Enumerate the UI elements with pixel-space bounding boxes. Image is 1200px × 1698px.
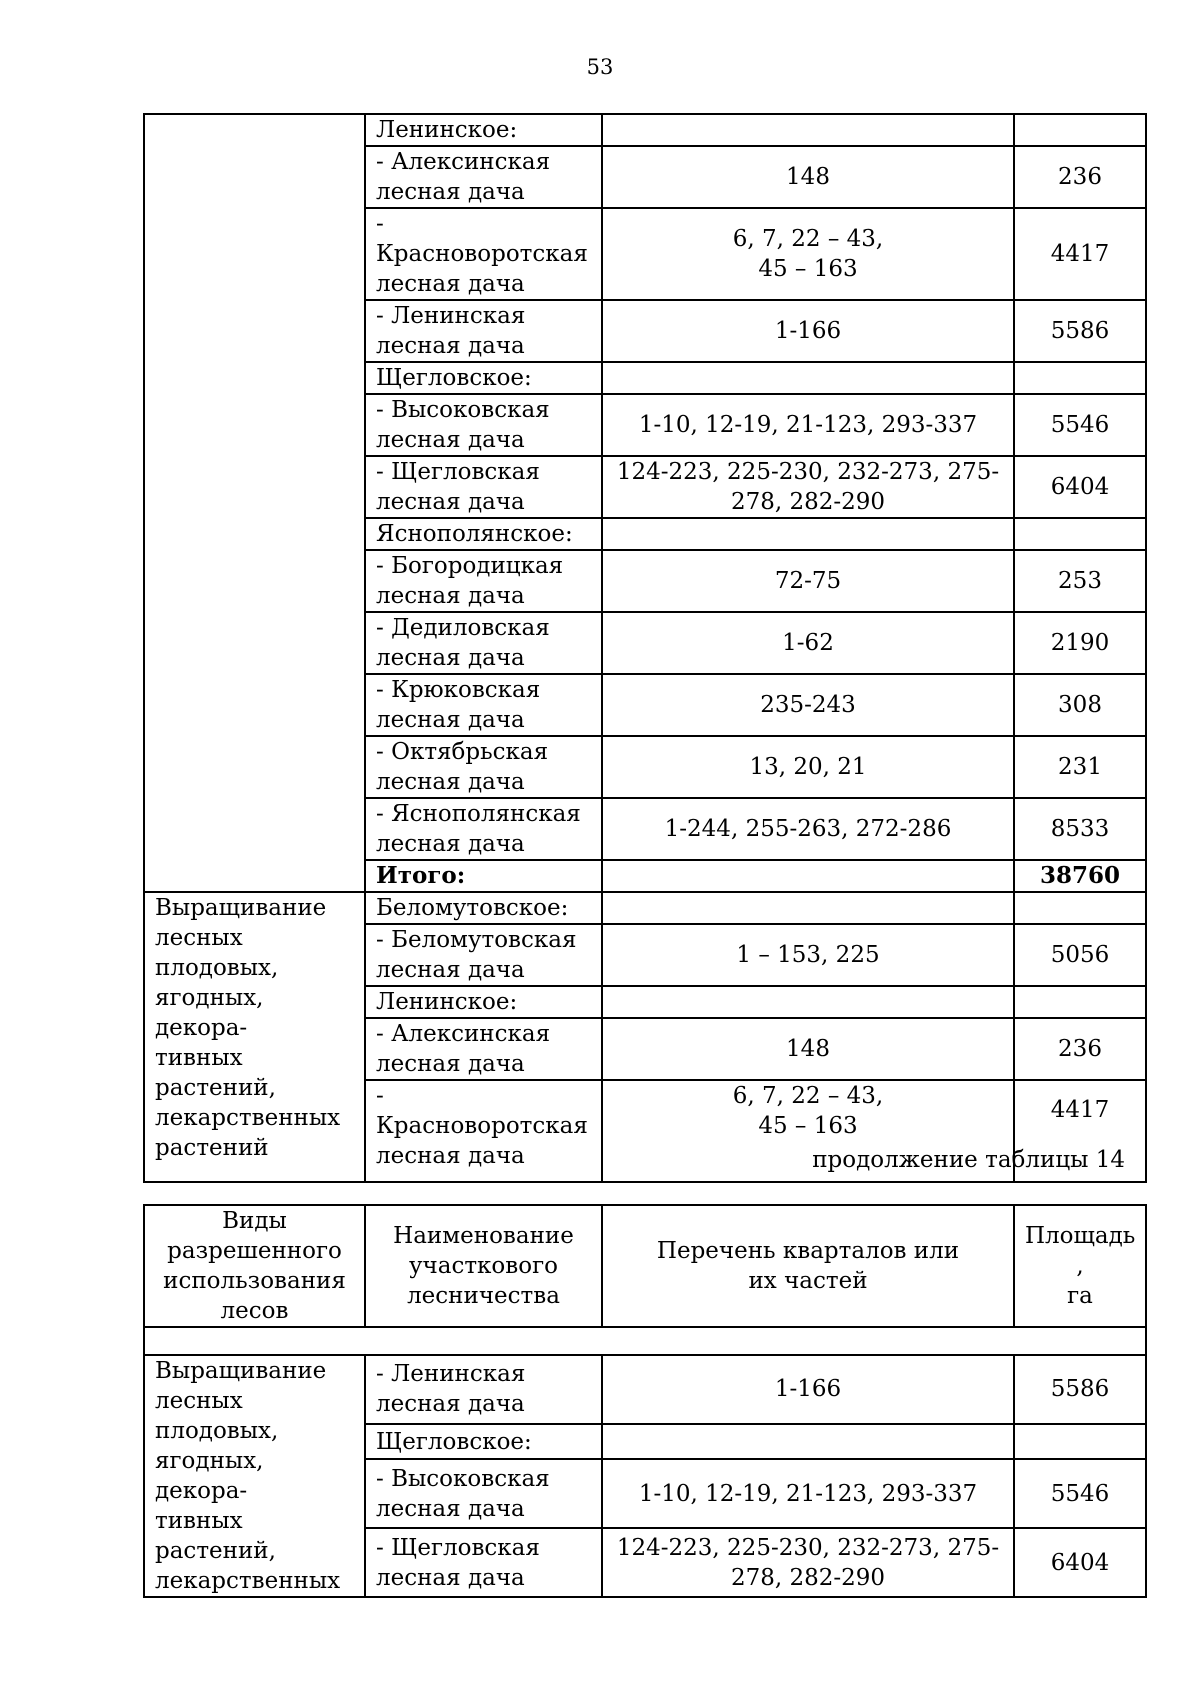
area-cell: [1014, 986, 1146, 1018]
forestry-name-cell: Щегловское:: [365, 362, 602, 394]
quarters-cell: [602, 362, 1014, 394]
quarters-cell: [602, 518, 1014, 550]
forestry-name-cell: Ленинское:: [365, 986, 602, 1018]
quarters-cell: [602, 892, 1014, 924]
quarters-cell: 6, 7, 22 – 43, 45 – 163: [602, 1080, 1014, 1182]
table-row: [144, 114, 1146, 146]
quarters-cell: 1-166: [602, 300, 1014, 362]
forestry-name-cell: - Щегловская лесная дача: [365, 1528, 602, 1597]
table-spacer-row: [144, 1327, 1146, 1355]
area-cell: 253: [1014, 550, 1146, 612]
area-cell: 4417: [1014, 208, 1146, 300]
total-area: 38760: [1014, 860, 1146, 892]
forestry-name-cell: Щегловское:: [365, 1424, 602, 1460]
area-cell: 5586: [1014, 300, 1146, 362]
header-use-type: Виды разрешенного использования лесов: [144, 1205, 365, 1327]
quarters-cell: 72-75: [602, 550, 1014, 612]
quarters-cell: 235-243: [602, 674, 1014, 736]
area-cell: 236: [1014, 1018, 1146, 1080]
quarters-cell: 1 – 153, 225: [602, 924, 1014, 986]
header-quarters: Перечень кварталов или их частей: [602, 1205, 1014, 1327]
area-cell: 231: [1014, 736, 1146, 798]
forestry-name-cell: - Богородицкая лесная дача: [365, 550, 602, 612]
use-type-cell: [144, 114, 365, 892]
area-cell: 5546: [1014, 394, 1146, 456]
use-type-cell: Выращивание лесных плодовых, ягодных, декора- тивных растений, лекарственных растений: [144, 892, 365, 1182]
area-cell: 2190: [1014, 612, 1146, 674]
forestry-name-cell: - Алексинская лесная дача: [365, 146, 602, 208]
forestry-name-cell: - Высоковская лесная дача: [365, 394, 602, 456]
forestry-name-cell: Ленинское:: [365, 114, 602, 146]
quarters-cell: 6, 7, 22 – 43, 45 – 163: [602, 208, 1014, 300]
area-cell: 5056: [1014, 924, 1146, 986]
quarters-cell: 124-223, 225-230, 232-273, 275- 278, 282-290: [602, 456, 1014, 518]
forest-table-part: [143, 113, 1147, 1183]
area-cell: [1014, 114, 1146, 146]
quarters-cell: [602, 1424, 1014, 1460]
forestry-name-cell: - Ленинская лесная дача: [365, 300, 602, 362]
area-cell: 8533: [1014, 798, 1146, 860]
header-forestry-name: Наименование участкового лесничества: [365, 1205, 602, 1327]
area-cell: 6404: [1014, 456, 1146, 518]
forestry-name-cell: Беломутовское:: [365, 892, 602, 924]
quarters-cell: 13, 20, 21: [602, 736, 1014, 798]
area-cell: [1014, 892, 1146, 924]
area-cell: 308: [1014, 674, 1146, 736]
quarters-cell: 1-166: [602, 1355, 1014, 1424]
quarters-cell: [602, 986, 1014, 1018]
area-cell: [1014, 362, 1146, 394]
forestry-name-cell: - Красноворотская лесная дача: [365, 1080, 602, 1182]
forestry-name-cell: - Октябрьская лесная дача: [365, 736, 602, 798]
area-cell: [1014, 1424, 1146, 1460]
area-cell: 5586: [1014, 1355, 1146, 1424]
continuation-label: продолжение таблицы 14: [812, 1147, 1125, 1173]
area-cell: 6404: [1014, 1528, 1146, 1597]
quarters-cell: 1-10, 12-19, 21-123, 293-337: [602, 1459, 1014, 1528]
quarters-cell: 148: [602, 146, 1014, 208]
quarters-cell: [602, 114, 1014, 146]
quarters-cell: 1-10, 12-19, 21-123, 293-337: [602, 394, 1014, 456]
page-number: 53: [586, 55, 614, 79]
forestry-name-cell: - Алексинская лесная дача: [365, 1018, 602, 1080]
forestry-name-cell: - Дедиловская лесная дача: [365, 612, 602, 674]
forestry-name-cell: - Крюковская лесная дача: [365, 674, 602, 736]
table-header-row: [144, 1205, 1146, 1327]
header-area: Площадь , га: [1014, 1205, 1146, 1327]
forestry-name-cell: Яснополянское:: [365, 518, 602, 550]
forestry-name-cell: - Высоковская лесная дача: [365, 1459, 602, 1528]
use-type-cell: Выращивание лесных плодовых, ягодных, декора- тивных растений, лекарственных: [144, 1355, 365, 1597]
area-cell: [1014, 518, 1146, 550]
quarters-cell: 1-244, 255-263, 272-286: [602, 798, 1014, 860]
quarters-cell: 1-62: [602, 612, 1014, 674]
quarters-cell: 148: [602, 1018, 1014, 1080]
forestry-name-cell: - Беломутовская лесная дача: [365, 924, 602, 986]
table-row: [144, 1355, 1146, 1424]
total-label: Итого:: [365, 860, 602, 892]
area-cell: 5546: [1014, 1459, 1146, 1528]
quarters-cell: 124-223, 225-230, 232-273, 275- 278, 282-290: [602, 1528, 1014, 1597]
forest-table-continuation: [143, 1204, 1147, 1598]
area-cell: 4417: [1014, 1080, 1146, 1182]
forestry-name-cell: - Ленинская лесная дача: [365, 1355, 602, 1424]
quarters-cell: [602, 860, 1014, 892]
forestry-name-cell: - Щегловская лесная дача: [365, 456, 602, 518]
area-cell: 236: [1014, 146, 1146, 208]
forestry-name-cell: - Яснополянская лесная дача: [365, 798, 602, 860]
table-row: [144, 892, 1146, 924]
spacer-cell: [144, 1327, 1146, 1355]
forestry-name-cell: - Красноворотская лесная дача: [365, 208, 602, 300]
